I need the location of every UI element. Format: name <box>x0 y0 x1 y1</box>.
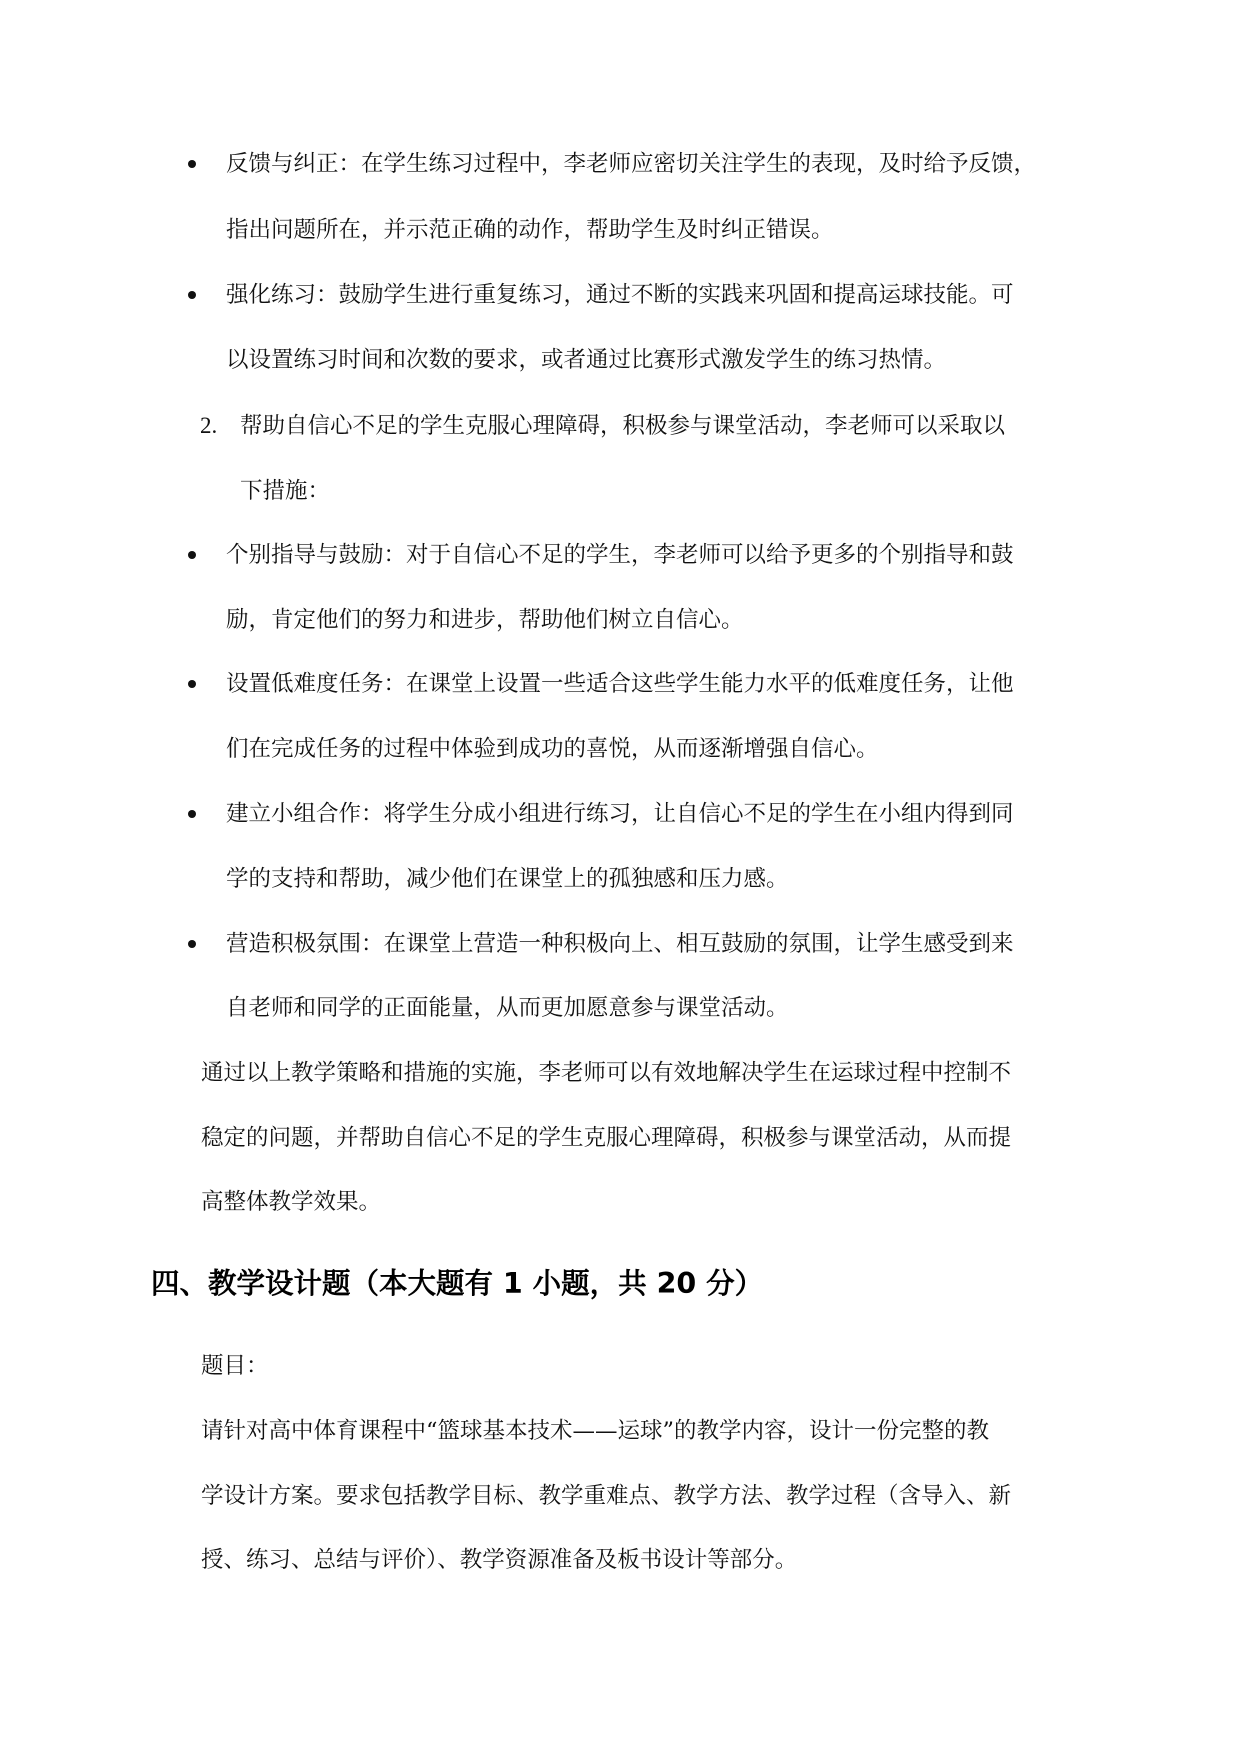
bullet-dot <box>188 551 196 559</box>
list-number: 2. <box>200 413 218 438</box>
paragraph-line: 请针对高中体育课程中“篮球基本技术——运球”的教学内容，设计一份完整的教 <box>201 1418 990 1444</box>
bullet-dot <box>188 940 196 948</box>
bullet-text-line: 设置低难度任务：在课堂上设置一些适合这些学生能力水平的低难度任务，让他 <box>226 671 1014 697</box>
paragraph-line: 授、练习、总结与评价）、教学资源准备及板书设计等部分。 <box>201 1547 798 1573</box>
paragraph-line: 学设计方案。要求包括教学目标、教学重难点、教学方法、教学过程（含导入、新 <box>201 1483 1012 1509</box>
bullet-text-line: 自老师和同学的正面能量，从而更加愿意参与课堂活动。 <box>226 995 789 1021</box>
bullet-text-line: 建立小组合作：将学生分成小组进行练习，让自信心不足的学生在小组内得到同 <box>226 801 1014 827</box>
bullet-text-line: 励，肯定他们的努力和进步，帮助他们树立自信心。 <box>226 607 744 633</box>
bullet-dot <box>188 810 196 818</box>
numbered-text-line: 帮助自信心不足的学生克服心理障碍，积极参与课堂活动，李老师可以采取以 <box>240 413 1006 439</box>
bullet-text-line: 反馈与纠正：在学生练习过程中，李老师应密切关注学生的表现，及时给予反馈， <box>226 151 1037 177</box>
bullet-text-line: 学的支持和帮助，减少他们在课堂上的孤独感和压力感。 <box>226 866 789 892</box>
bullet-dot <box>188 160 196 168</box>
paragraph-line: 通过以上教学策略和措施的实施，李老师可以有效地解决学生在运球过程中控制不 <box>201 1060 1012 1086</box>
bullet-text-line: 们在完成任务的过程中体验到成功的喜悦，从而逐渐增强自信心。 <box>226 736 879 762</box>
bullet-text-line: 以设置练习时间和次数的要求，或者通过比赛形式激发学生的练习热情。 <box>226 347 947 373</box>
numbered-text-line: 下措施： <box>240 478 331 504</box>
bullet-text-line: 强化练习：鼓励学生进行重复练习，通过不断的实践来巩固和提高运球技能。可 <box>226 282 1014 308</box>
bullet-dot <box>188 291 196 299</box>
paragraph-line: 高整体教学效果。 <box>201 1189 382 1215</box>
bullet-text-line: 个别指导与鼓励：对于自信心不足的学生，李老师可以给予更多的个别指导和鼓 <box>226 542 1014 568</box>
question-label: 题目： <box>201 1353 269 1379</box>
section-heading: 四、教学设计题（本大题有 1 小题，共 20 分） <box>151 1267 764 1300</box>
paragraph-line: 稳定的问题，并帮助自信心不足的学生克服心理障碍，积极参与课堂活动，从而提 <box>201 1125 1012 1151</box>
bullet-dot <box>188 680 196 688</box>
bullet-text-line: 营造积极氛围：在课堂上营造一种积极向上、相互鼓励的氛围，让学生感受到来 <box>226 931 1014 957</box>
bullet-text-line: 指出问题所在，并示范正确的动作，帮助学生及时纠正错误。 <box>226 217 834 243</box>
